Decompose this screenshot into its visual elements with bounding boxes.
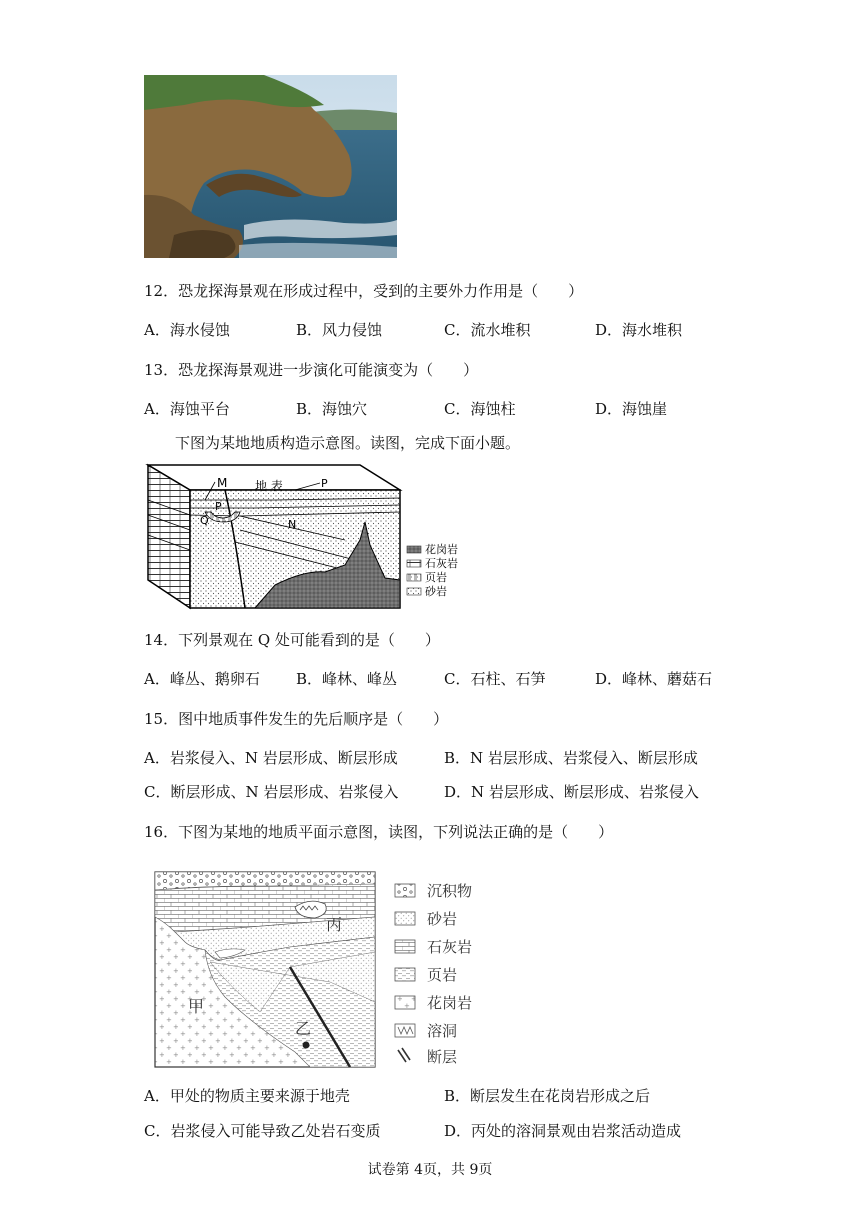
question-stem: 恐龙探海景观进一步演化可能演变为（ ） xyxy=(178,361,479,379)
option-b[interactable]: B．风力侵蚀 xyxy=(296,321,383,339)
option-a[interactable]: A．岩浆侵入、N 岩层形成、断层形成 xyxy=(144,749,398,767)
option-a[interactable]: A．甲处的物质主要来源于地壳 xyxy=(144,1087,350,1105)
label-surface: 地 表 xyxy=(255,479,283,493)
legend-sandstone: 砂岩 xyxy=(427,910,458,928)
question-number: 16． xyxy=(144,823,179,841)
label-q: Q xyxy=(200,514,209,527)
option-d[interactable]: D．N 岩层形成、断层形成、岩浆侵入 xyxy=(444,783,699,801)
option-b[interactable]: B．峰林、峰丛 xyxy=(296,670,398,688)
legend-granite: 花岗岩 xyxy=(427,994,473,1012)
label-p-left: P xyxy=(215,500,222,513)
legend-shale: 页岩 xyxy=(427,966,458,984)
question-stem: 下图为某地的地质平面示意图，读图，下列说法正确的是（ ） xyxy=(178,823,614,841)
label-n: N xyxy=(288,518,297,531)
option-b[interactable]: B．海蚀穴 xyxy=(296,400,368,418)
option-d[interactable]: D．海蚀崖 xyxy=(595,400,668,418)
label-m: M xyxy=(217,476,228,490)
sea-arch-photo xyxy=(144,75,397,258)
question-number: 13． xyxy=(144,361,179,379)
legend-limestone: 石灰岩 xyxy=(427,938,473,956)
question-16 xyxy=(144,822,613,842)
question-15 xyxy=(144,709,448,729)
intro-text: 下图为某地地质构造示意图。读图，完成下面小题。 xyxy=(175,434,521,452)
question-13 xyxy=(144,360,478,380)
legend-limestone: 石灰岩 xyxy=(425,557,458,570)
option-b[interactable]: B．断层发生在花岗岩形成之后 xyxy=(444,1087,651,1105)
option-c[interactable]: C．石柱、石笋 xyxy=(444,670,546,688)
label-jia: 甲 xyxy=(188,997,205,1016)
legend-granite: 花岗岩 xyxy=(425,543,458,556)
question-number: 15． xyxy=(144,710,179,728)
label-bing: 丙 xyxy=(326,915,343,934)
question-stem: 恐龙探海景观在形成过程中，受到的主要外力作用是（ ） xyxy=(178,282,584,300)
geologic-plan-map xyxy=(150,862,480,1072)
option-d[interactable]: D．丙处的溶洞景观由岩浆活动造成 xyxy=(444,1122,682,1140)
question-12 xyxy=(144,281,583,301)
question-14 xyxy=(144,630,440,650)
option-c[interactable]: C．断层形成、N 岩层形成、岩浆侵入 xyxy=(144,783,399,801)
option-b[interactable]: B．N 岩层形成、岩浆侵入、断层形成 xyxy=(444,749,698,767)
legend-sediment: 沉积物 xyxy=(427,882,473,900)
question-number: 12． xyxy=(144,282,179,300)
question-stem: 图中地质事件发生的先后顺序是（ ） xyxy=(178,710,449,728)
legend-shale: 页岩 xyxy=(425,571,447,584)
option-c[interactable]: C．流水堆积 xyxy=(444,321,531,339)
option-d[interactable]: D．峰林、蘑菇石 xyxy=(595,670,713,688)
geologic-structure-diagram xyxy=(145,460,475,610)
option-c[interactable]: C．海蚀柱 xyxy=(444,400,516,418)
option-c[interactable]: C．岩浆侵入可能导致乙处岩石变质 xyxy=(144,1122,381,1140)
question-stem: 下列景观在 Q 处可能看到的是（ ） xyxy=(178,631,440,649)
question-number: 14． xyxy=(144,631,179,649)
option-a[interactable]: A．海蚀平台 xyxy=(144,400,230,418)
legend-sandstone: 砂岩 xyxy=(425,585,447,598)
option-a[interactable]: A．峰丛、鹅卵石 xyxy=(144,670,260,688)
page-footer: 试卷第 4页，共 9页 xyxy=(367,1162,493,1178)
label-yi: 乙 xyxy=(295,1019,312,1038)
option-a[interactable]: A．海水侵蚀 xyxy=(144,321,230,339)
label-p-right: P xyxy=(321,477,328,490)
legend-fault: 断层 xyxy=(427,1048,458,1066)
legend-karst-cave: 溶洞 xyxy=(427,1022,458,1040)
option-d[interactable]: D．海水堆积 xyxy=(595,321,683,339)
